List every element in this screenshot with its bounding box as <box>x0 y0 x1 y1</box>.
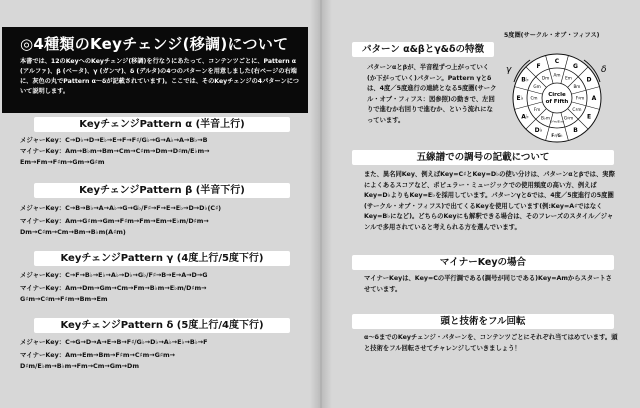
circle-minor-key: G♯m <box>563 115 574 121</box>
page-gutter <box>310 0 332 408</box>
major-key-label: メジャーKey： <box>20 338 66 346</box>
minor-key-text: マイナーKeyは、Key=Cの平行調である(調号が同じである)Key=Amからスタートさせています。 <box>364 275 612 293</box>
notation-text: また、異名同Key、例えばKey=C♯とKey=D♭の使い分けは、パターンαとβでは、実際によくあるスコアなど、ポピュラー・ミュージックでの使用頻度の高い方、例えばKey=D♭よりもKey=E♭を採用しています。パターンγとδでは、4度／5度進行の5度圏(サークル・オブ・フィフス)で出てくるKeyを使用しています(例:Key=A♯ではなくKey=B♭になど)。どちらのKeyにも解釈できる場合は、そのフレーズのスタイル／ジャンルで多用されていると考えられる方を選んでいます。 <box>364 171 615 231</box>
minor-sequence: Am→Dm→Gm→Cm→Fm→B♭m→E♭m/D♯m→ <box>65 284 207 292</box>
pattern-alpha-minor <box>20 146 310 157</box>
features-text: パターンαとβが、半音程ずつ上がっていく(か下がっていく)パターン。Pattern γとδは、4度／5度進行の連続となる5度圏(サークル・オブ・フィフス：図参照)の動きで、左回りで進むか右回りで進むか、という流れになっています。 <box>367 64 497 124</box>
pattern-delta-minor <box>20 350 310 361</box>
circle-major-key: E♭ <box>516 95 524 102</box>
minor-key-label: マイナーKey： <box>20 351 66 359</box>
circle-major-key: F <box>536 62 541 70</box>
pattern-gamma-major <box>20 270 310 281</box>
major-key-label: メジャーKey： <box>20 204 66 212</box>
minor-key-label: マイナーKey： <box>20 147 66 155</box>
circle-of-fifths-diagram <box>500 42 610 152</box>
pattern-delta-minor-cont: D♯m/E♭m→B♭m→Fm→Cm→Gm→Dm <box>20 362 139 370</box>
circle-major-key: B♭ <box>521 76 529 84</box>
pattern-beta-title: KeyチェンジPattern β (半音下行) <box>34 183 290 198</box>
intro-text: 本書では、12のKeyへのKeyチェンジ(移調)を行なうにあたって、コンテンツごとに、Pattern α (アルファ)、β (ベータ)、γ (ガンマ)、δ (デルタ)の4つのパターンを用意しました(右ページの右端に、灰色の丸でPattern α～δが記載されています)。ここでは、そのKeyチェンジの4パターンについて説明します。 <box>20 58 299 95</box>
pattern-delta-major <box>20 337 310 348</box>
pattern-beta-major <box>20 203 310 214</box>
circle-minor-key: Gm <box>533 84 541 90</box>
pattern-alpha-title: KeyチェンジPattern α (半音上行) <box>34 117 290 132</box>
circle-major-key: D♭ <box>534 127 543 135</box>
circle-minor-key: Am <box>553 72 561 78</box>
features-title: パターン α&βとγ&δの特徴 <box>352 42 494 57</box>
circle-major-key: D <box>586 76 592 84</box>
circle-center-label-1: Circle <box>548 92 566 98</box>
circle-minor-key: Dm <box>541 75 550 81</box>
pattern-delta-title: KeyチェンジPattern δ (5度上行/4度下行) <box>34 318 290 333</box>
pattern-gamma-title: KeyチェンジPattern γ (4度上行/5度下行) <box>34 251 290 266</box>
circle-minor-key: C♯m <box>572 107 582 113</box>
brain-title: 頭と技術をフル回転 <box>352 314 614 329</box>
notation-title: 五線譜での調号の記載について <box>352 150 614 165</box>
circle-major-key: A♭ <box>521 113 529 121</box>
pattern-beta-minor <box>20 216 310 227</box>
circle-minor-key: Fm <box>533 107 541 113</box>
major-key-label: メジャーKey： <box>20 136 66 144</box>
circle-minor-key: Bm <box>573 84 581 90</box>
brain-text: α～δまでのKeyチェンジ・パターンを、コンテンツごとにそれぞれ当てはめています。頭と技術をフル回転させてチャレンジしていきましょう！ <box>364 334 618 352</box>
gamma-direction-label: γ <box>506 65 512 75</box>
minor-key-label: マイナーKey： <box>20 217 66 225</box>
pattern-gamma-minor <box>20 283 310 294</box>
circle-minor-key: B♭m <box>541 115 550 121</box>
circle-major-key: F♯/G♭ <box>551 133 563 138</box>
minor-sequence: Am→B♭m→Bm→Cm→C♯m→Dm→D♯m/E♭m→ <box>65 147 210 155</box>
circle-caption: 5度圏(サークル・オブ・フィフス) <box>504 32 600 39</box>
delta-direction-label: δ <box>601 65 607 75</box>
pattern-alpha-major <box>20 135 310 146</box>
intro-header-box <box>2 27 308 113</box>
minor-key-label: マイナーKey： <box>20 284 66 292</box>
pattern-gamma-minor-cont: G♯m→C♯m→F♯m→Bm→Em <box>20 295 108 303</box>
pattern-beta-minor-cont: Dm→C♯m→Cm→Bm→B♭m(A♯m) <box>20 228 126 236</box>
major-sequence: C→F→B♭→E♭→A♭→D♭→G♭/F♯→B→E→A→D→G <box>65 271 208 279</box>
circle-minor-key: D♯m/E♭m <box>550 119 564 124</box>
circle-major-key: A <box>591 95 597 102</box>
section-title: ◎4種類のKeyチェンジ(移調)について <box>20 35 289 53</box>
minor-sequence: Am→G♯m→Gm→F♯m→Fm→Em→E♭m/D♯m→ <box>65 217 209 225</box>
circle-major-key: B <box>573 127 578 135</box>
circle-major-key: E <box>586 113 592 121</box>
circle-major-key: C <box>554 58 560 65</box>
minor-sequence: Am→Em→Bm→F♯m→C♯m→G♯m→ <box>65 351 176 359</box>
circle-minor-key: F♯m <box>575 95 585 101</box>
pattern-alpha-minor-cont: Em→Fm→F♯m→Gm→G♯m <box>20 158 105 166</box>
circle-minor-key: Em <box>565 75 572 81</box>
circle-major-key: G <box>573 62 578 70</box>
major-sequence: C→D♭→D→E♭→E→F→F♯/G♭→G→A♭→A→B♭→B <box>65 136 208 144</box>
major-sequence: C→G→D→A→E→B→F♯/G♭→D♭→A♭→E♭→B♭→F <box>65 338 208 346</box>
circle-center-label-2: of Fifth <box>545 99 569 105</box>
circle-of-fifths-svg <box>500 42 610 152</box>
major-key-label: メジャーKey： <box>20 271 66 279</box>
major-sequence: C→B→B♭→A→A♭→G→G♭/F♯→F→E→E♭→D→D♭(C♯) <box>65 204 222 212</box>
minor-key-title: マイナーKeyの場合 <box>352 255 614 270</box>
circle-minor-key: Cm <box>530 95 538 101</box>
